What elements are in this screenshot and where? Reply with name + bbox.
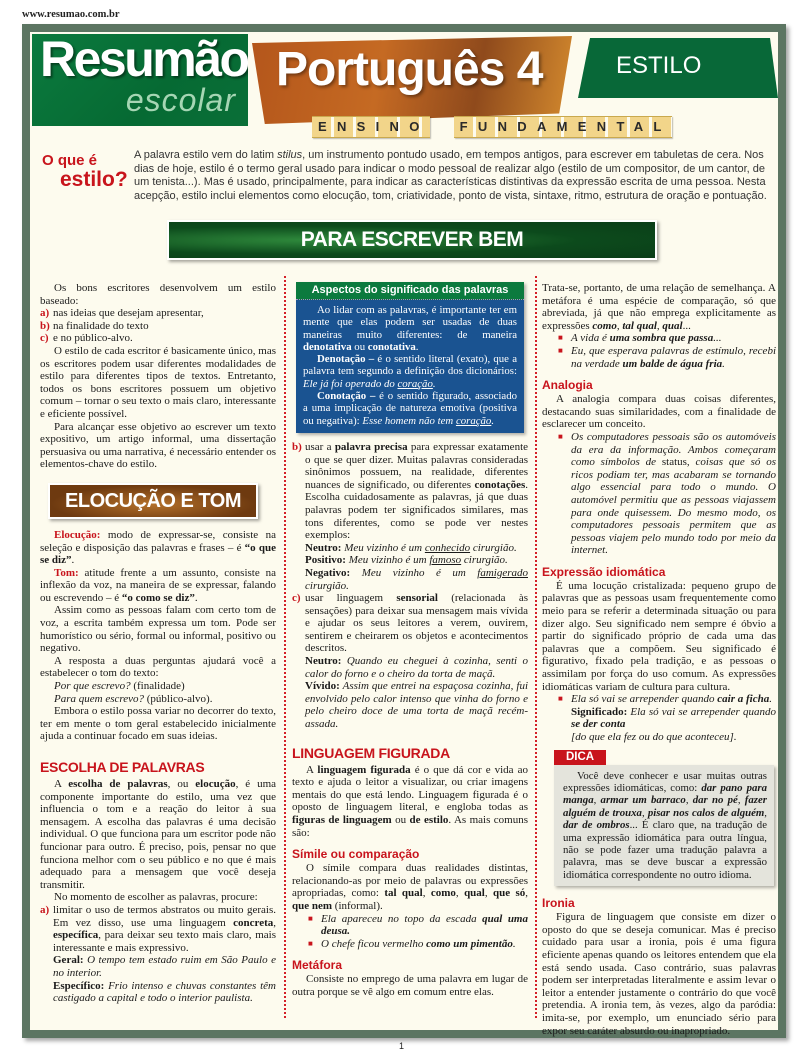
paragraph: Consiste no emprego de uma palavra em lugar de outra porque se vê algo em comum entre elas. (292, 973, 528, 998)
list-item: c) e no público-alvo. (40, 332, 133, 345)
paragraph: Figura de linguagem que consiste em dizer o oposto do que se deseja comunicar. Mas é preciso cuidado para usar a ironia, pois é uma figura eficiente apenas quando os leitores entendem que ela está sendo usada. Caso contrário, suas palavras podem ser interpretadas literalmente e assim levar o leitor a entender justamente o contrário do que você pretendia. A ironia tem, às vezes, algo da paródia: imita-se, por exemplo, um enunciado sério para expor seu caráter absurdo ou inapropriado. (542, 911, 776, 1037)
bullet-square-icon: ■ (558, 333, 563, 343)
question-line: Por que escrevo? (finalidade) (54, 680, 185, 693)
bullet-item: ■ Eu, que esperava palavras de estímulo, recebi na verdade um balde de água fria. (558, 344, 776, 370)
column-3 (542, 282, 776, 1037)
paragraph: Embora o estilo possa variar no decorrer do texto, ter em mente o tom geral estabelecido inicialmente ajuda a continuar focado em suas ideias. (40, 705, 276, 743)
intro-question-line2: estilo? (60, 168, 128, 191)
heading-linguagem-figurada: LINGUAGEM FIGURADA (292, 744, 450, 761)
question-line: Para quem escrevo? (público-alvo). (54, 692, 213, 705)
paragraph: A analogia compara duas coisas diferentes, destacando suas similaridades, com a finalidade de esclarecer um conceito. (542, 393, 776, 431)
heading-metafora: Metáfora (292, 958, 343, 973)
heading-escolha-de-palavras: ESCOLHA DE PALAVRAS (40, 759, 205, 775)
paragraph-elocucao: Elocução: modo de expressar-se, consiste na seleção e disposição das palavras e frases – é “o que se diz”. (40, 528, 276, 567)
paragraph: No momento de escolher as palavras, procure: (54, 891, 258, 904)
topic-label: ESTILO (616, 52, 702, 79)
paragraph: Trata-se, portanto, de uma relação de semelhança. A metáfora é uma espécie de comparação, só que abreviada, já que não emprega explicitamente as expressões como, tal qual, qual... (542, 282, 776, 332)
heading-ironia: Ironia (542, 896, 575, 911)
bullet-square-icon: ■ (308, 913, 313, 923)
heading-expressao-idiomatica: Expressão idiomática (542, 564, 666, 579)
paragraph: A escolha de palavras, ou elocução, é uma componente importante do estilo, uma vez que influencia o tom e a reação do leitor à sua mensagem. A escolha das palavras é uma decisão individual. O que funciona para um escritor pode não funcionar para outro. É preciso, pois, pensar no que funciona melhor com o seu público e no que é mais adequado para a mensagem que você deseja transmitir. (40, 778, 277, 891)
section-banner-title: PARA ESCREVER BEM (300, 228, 524, 251)
paragraph: Para alcançar esse objetivo ao escrever um texto expositivo, um artigo informal, uma dissertação persuasiva ou uma narrativa, é necessário entender os elementos-chave do estilo. (40, 420, 276, 471)
bullet-item: ■ Ela só vai se arrepender quando cair a ficha. Significado: Ela só vai se arrepender quando se der conta [do que ela fez ou do que aconteceu]. (558, 693, 776, 743)
heading-analogia: Analogia (542, 378, 593, 393)
list-item: b) usar a palavra precisa para expressar exatamente o que se quer dizer. Muitas palavras consideradas sinônimos possuem, na realidade, diferentes nuances de significado, ou diferentes conotações. Escolha cuidadosamente as palavras, já que duas palavras podem ter significados similares, mas tons diferentes, como se pode ver nestes exemplos: Neutro: Meu vizinho é um conhecido cirurgião. Positivo: Meu vizinho é um famoso cirurgião. Negativo: Meu vizinho é um famigerado cirurgião. (292, 440, 529, 592)
paragraph: A linguagem figurada é o que dá cor e vida ao texto e ajuda o leitor a visualizar, ou criar imagens mentais do que está lendo. Linguagem figurada é o oposto de linguagem literal, e engloba todas as figuras de linguagem ou de estilo. As mais comuns são: (292, 763, 528, 839)
aspectos-box-title: Aspectos do significado das palavras (296, 282, 524, 300)
logo-sub-text: escolar (125, 82, 236, 118)
list-item: b) na finalidade do texto (40, 319, 149, 332)
bullet-square-icon: ■ (558, 431, 563, 441)
especifico-text: Frio intenso e chuvas constantes têm castigado a capital e todo o interior paulista. (53, 979, 276, 1005)
page-content (30, 32, 778, 1037)
geral-label: Geral: (53, 954, 84, 967)
paragraph: O estilo de cada escritor é basicamente único, mas os escritores podem usar diferentes modalidades de estilo para diferentes tipos de textos. Entretanto, todos os bons escritores possuem um objetivo comum – tornar o seu texto o mais claro, interessante e eficiente possível. (40, 344, 276, 420)
bullet-item: ■ Os computadores pessoais são os automóveis da era da informação. Ambos começaram como símbolos de status, coisas que só os ricos podiam ter, mas acabaram se tornando algo essencial para todo o mundo. O automóvel permitiu que as pessoas viajassem para onde quisessem. Do mesmo modo, os computadores pessoais permitem que as pessoas viajem pelo mundo todo por meio da internet. (558, 430, 776, 557)
paragraph: A resposta a duas perguntas ajudará você a estabelecer o tom do texto: (40, 654, 276, 680)
list-item: a) limitar o uso de termos abstratos ou muito gerais. Em vez disso, use uma linguagem concreta, específica, para deixar seu texto mais claro, mais interessante e mais expressivo. Geral: O tempo tem estado ruim em São Paulo e no interior. Específico: Frio intenso e chuvas constantes têm castigado a capital e todo o interior paulista. (40, 903, 276, 1005)
bullet-item: ■ O chefe ficou vermelho como um pimentão. (308, 937, 516, 950)
paragraph: Os bons escritores desenvolvem um estilo baseado: (40, 282, 276, 307)
list-item: c) usar linguagem sensorial (relacionada às sensações) para deixar sua mensagem mais vívida e ajudar os seus leitores a verem, ouvirem, sentirem e cheirarem os objetos e acontecimentos descritos. Neutro: Quando eu cheguei à cozinha, senti o calor do forno e o cheiro da torta de maçã. Vívido: Assim que entrei na espaçosa cozinha, fui envolvido pelo calor intenso que vinha do forno e pelo cheiro doce de uma torta de maçã recém-assada. (292, 592, 528, 731)
bullet-square-icon: ■ (308, 938, 313, 948)
column-divider (284, 276, 286, 1018)
elocucao-banner-title: ELOCUÇÃO E TOM (65, 489, 241, 512)
aspectos-box (296, 282, 524, 433)
page-frame (22, 24, 786, 1038)
heading-simile: Símile ou comparação (292, 847, 420, 862)
logo-main-text: Resumão (40, 34, 248, 87)
dica-tag: DICA (554, 750, 606, 765)
section-banner (167, 220, 657, 260)
intro-question-line1: O que é (42, 152, 98, 169)
paragraph: O símile compara duas realidades distintas, relacionando-as por meio de palavras ou expressões apropriadas, como: tal qual, como, qual, que só, que nem (informal). (292, 862, 529, 912)
level-tiles (312, 116, 672, 138)
dica-body: Você deve conhecer e usar muitas outras expressões idiomáticas, como: dar pano para manga, armar um barraco, dar no pé, fazer alguém de trouxa, pisar nos calos de alguém, dar de ombros... É claro que, na tradução de uma expressão idiomática para outra língua, não se pode fazer uma tradução palavra a palavra, mas se deve buscar a expressão idiomática correspondente no outro idioma. (554, 765, 774, 887)
column-2 (292, 282, 528, 999)
paragraph-tom: Tom: atitude frente a um assunto, consiste na inflexão da voz, na maneira de se expressar, falando ou escrevendo – é “o como se diz”. (40, 566, 276, 604)
column-divider (535, 276, 537, 1018)
geral-text: O tempo tem estado ruim em São Paulo e no interior. (53, 954, 276, 979)
list-item: a) nas ideias que desejam apresentar, (40, 307, 204, 320)
intro-text: A palavra estilo vem do latim stilus, um instrumento pontudo usado, em tempos antigos, para escrever em tabuletas de cera. Nos dias de hoje, estilo é o termo geral usado para indicar o modo pessoal de realizar algo (estilo de um compositor, de um cantor, de um tenista...). Mas é usado, principalmente, para indicar as características distintivas da expressão escrita de uma pessoa. Nesta acepção, estilo inclui elementos como elocução, tom, criatividade, ponto de vista, sintaxe, ritmo, estrutura de oração e pontuação. (134, 149, 767, 202)
bullet-item: ■ Ela apareceu no topo da escada qual uma deusa. (308, 912, 528, 938)
level-word-tiles: ENSINO (312, 116, 430, 138)
page-number: 1 (399, 1041, 405, 1051)
site-url[interactable]: www.resumao.com.br (22, 9, 120, 20)
level-word-tiles: FUNDAMENTAL (454, 116, 672, 138)
paragraph: Assim como as pessoas falam com certo tom de voz, a escrita também expressa um tom. Pode ser humorístico ou sério, formal ou informal, positivo ou negativo. (40, 604, 276, 655)
resumao-logo (32, 34, 248, 126)
column-1 (40, 282, 276, 1005)
elocucao-banner (48, 483, 258, 519)
dica-box (554, 750, 774, 887)
page-title: Português 4 (276, 43, 543, 96)
paragraph: É uma locução cristalizada: pequeno grupo de palavras que as pessoas usam frequentemente como meio para se referir a determinada situação ou para dizer algo. Seu significado nem sempre é óbvio a partir do significado próprio de cada uma das palavras que a compõem. Seu significado é figurativo, fixado pela tradição, e as pessoas o assimilam por força do uso comum. As expressões idiomáticas variam de cultura para cultura. (542, 579, 776, 693)
bullet-square-icon: ■ (558, 345, 563, 355)
bullet-item: ■ A vida é uma sombra que passa... (558, 332, 722, 345)
especifico-label: Específico: (53, 979, 105, 992)
aspectos-box-body: Ao lidar com as palavras, é importante ter em mente que elas podem ser usadas de duas maneiras muito diferentes: de maneira denotativa ou conotativa. Denotação – é o sentido literal (exato), que a palavra tem segundo a definição dos dicionários: Ele já foi operado do coração. Conotação – é o sentido figurado, associado a uma implicação de natureza emotiva (positiva ou negativa): Esse homem não tem coração. (303, 304, 517, 427)
bullet-square-icon: ■ (558, 694, 563, 704)
